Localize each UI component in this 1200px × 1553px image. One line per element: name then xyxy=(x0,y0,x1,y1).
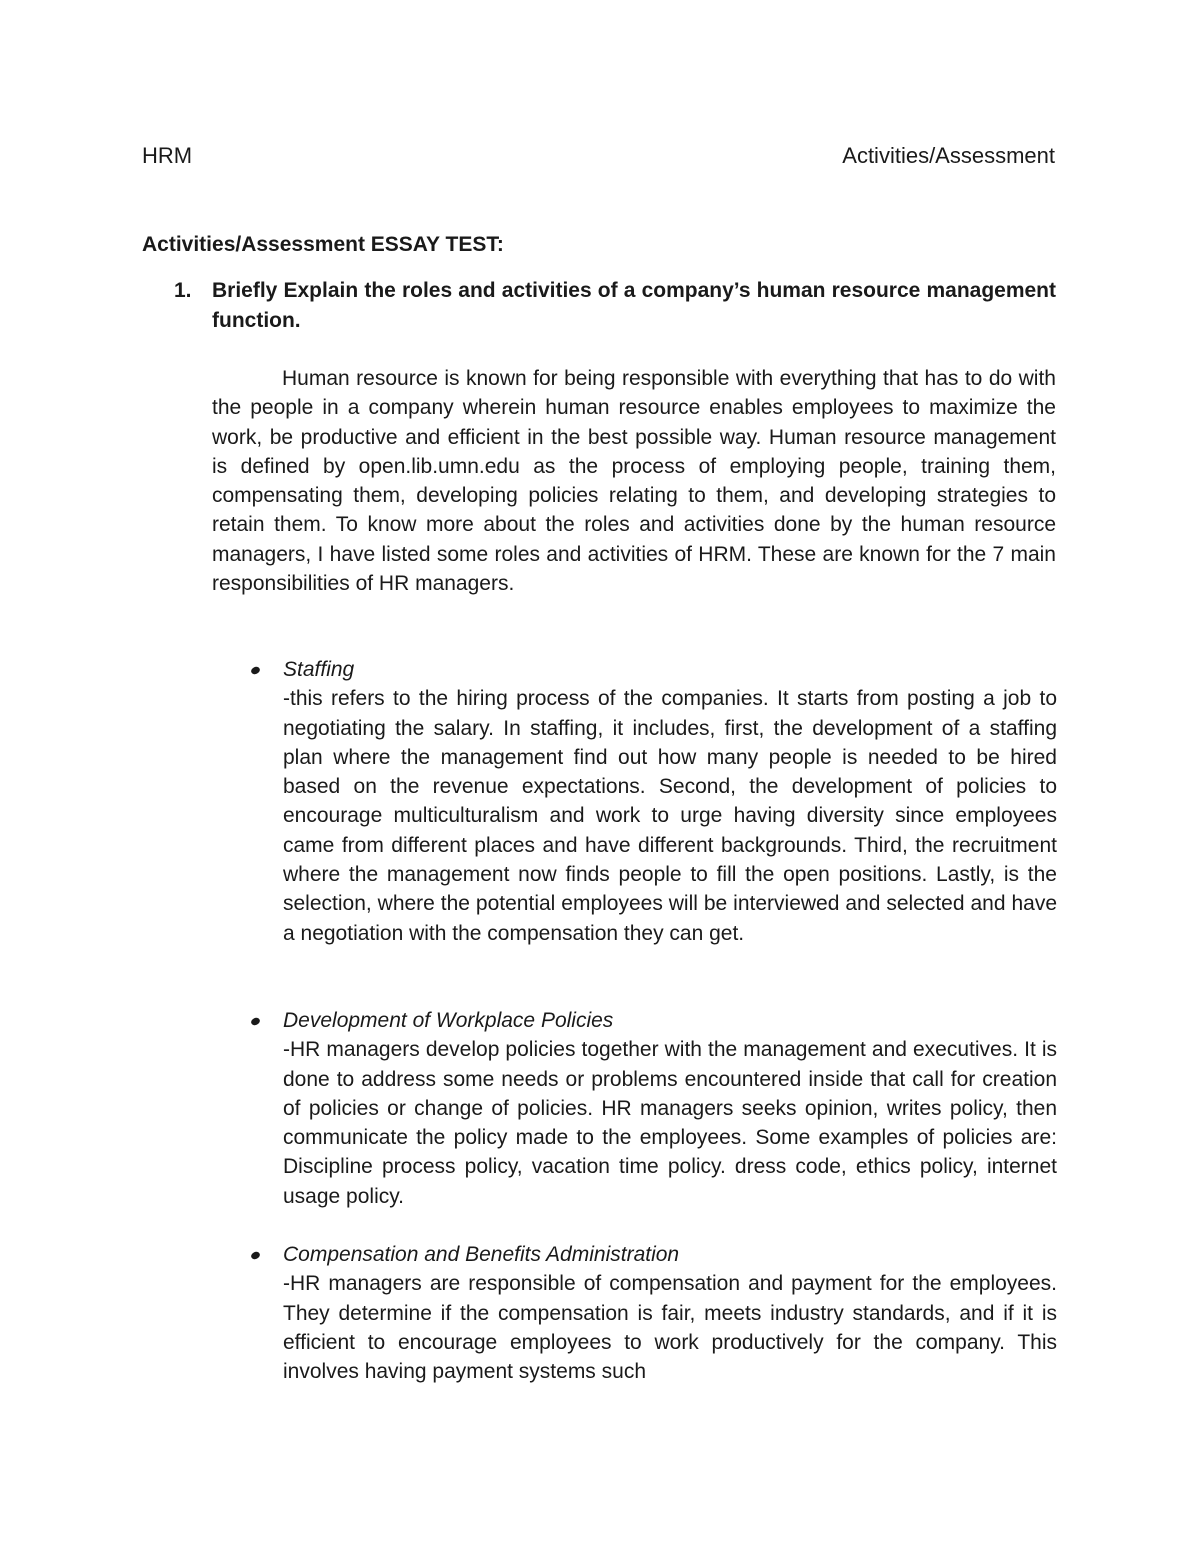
question xyxy=(174,276,1056,336)
item-body: -HR managers are responsible of compensation and payment for the employees. They determine if the compensation is fair, meets industry standards, and if it is efficient to encourage employees to work productively for the company. This involves having payment systems such xyxy=(283,1272,1057,1384)
header-left: HRM xyxy=(142,143,193,168)
item-title: Staffing xyxy=(283,658,355,681)
page-header xyxy=(142,141,1055,171)
question-number: 1. xyxy=(174,279,192,302)
item-title: Compensation and Benefits Administration xyxy=(283,1243,680,1266)
bullet-icon xyxy=(250,665,261,675)
bullet-icon xyxy=(250,1250,261,1260)
bullet-icon xyxy=(250,1016,261,1026)
header-right: Activities/Assessment xyxy=(842,143,1055,168)
question-text: Briefly Explain the roles and activities of a company’s human resource management function. xyxy=(212,279,1056,332)
list-item xyxy=(245,1006,1057,1211)
item-title: Development of Workplace Policies xyxy=(283,1009,614,1032)
list-item xyxy=(245,655,1057,948)
item-body: -HR managers develop policies together with the management and executives. It is done to address some needs or problems encountered inside that call for creation of policies or change of policies. HR managers seeks opinion, writes policy, then communicate the policy made to the employees. Some examples of policies are: Discipline process policy, vacation time policy. dress code, ethics policy, internet usage policy. xyxy=(283,1038,1057,1208)
section-title: Activities/Assessment ESSAY TEST: xyxy=(142,233,504,256)
intro-paragraph: Human resource is known for being responsible with everything that has to do with the people in a company wherein human resource enables employees to maximize the work, be productive and efficient in the best possible way. Human resource management is defined by open.lib.umn.edu as the process of employing people, training them, compensating them, developing policies relating to them, and developing strategies to retain them. To know more about the roles and activities done by the human resource managers, I have listed some roles and activities of HRM. These are known for the 7 main responsibilities of HR managers. xyxy=(212,367,1056,596)
item-body: -this refers to the hiring process of the companies. It starts from posting a job to negotiating the salary. In staffing, it includes, first, the development of a staffing plan where the management find out how many people is needed to be hired based on the revenue expectations. Second, the development of policies to encourage multiculturalism and work to urge having diversity since employees came from different places and have different backgrounds. Third, the recruitment where the management now finds people to fill the open positions. Lastly, is the selection, where the potential employees will be interviewed and selected and have a negotiation with the compensation they can get. xyxy=(283,687,1057,945)
list-item xyxy=(245,1240,1057,1386)
